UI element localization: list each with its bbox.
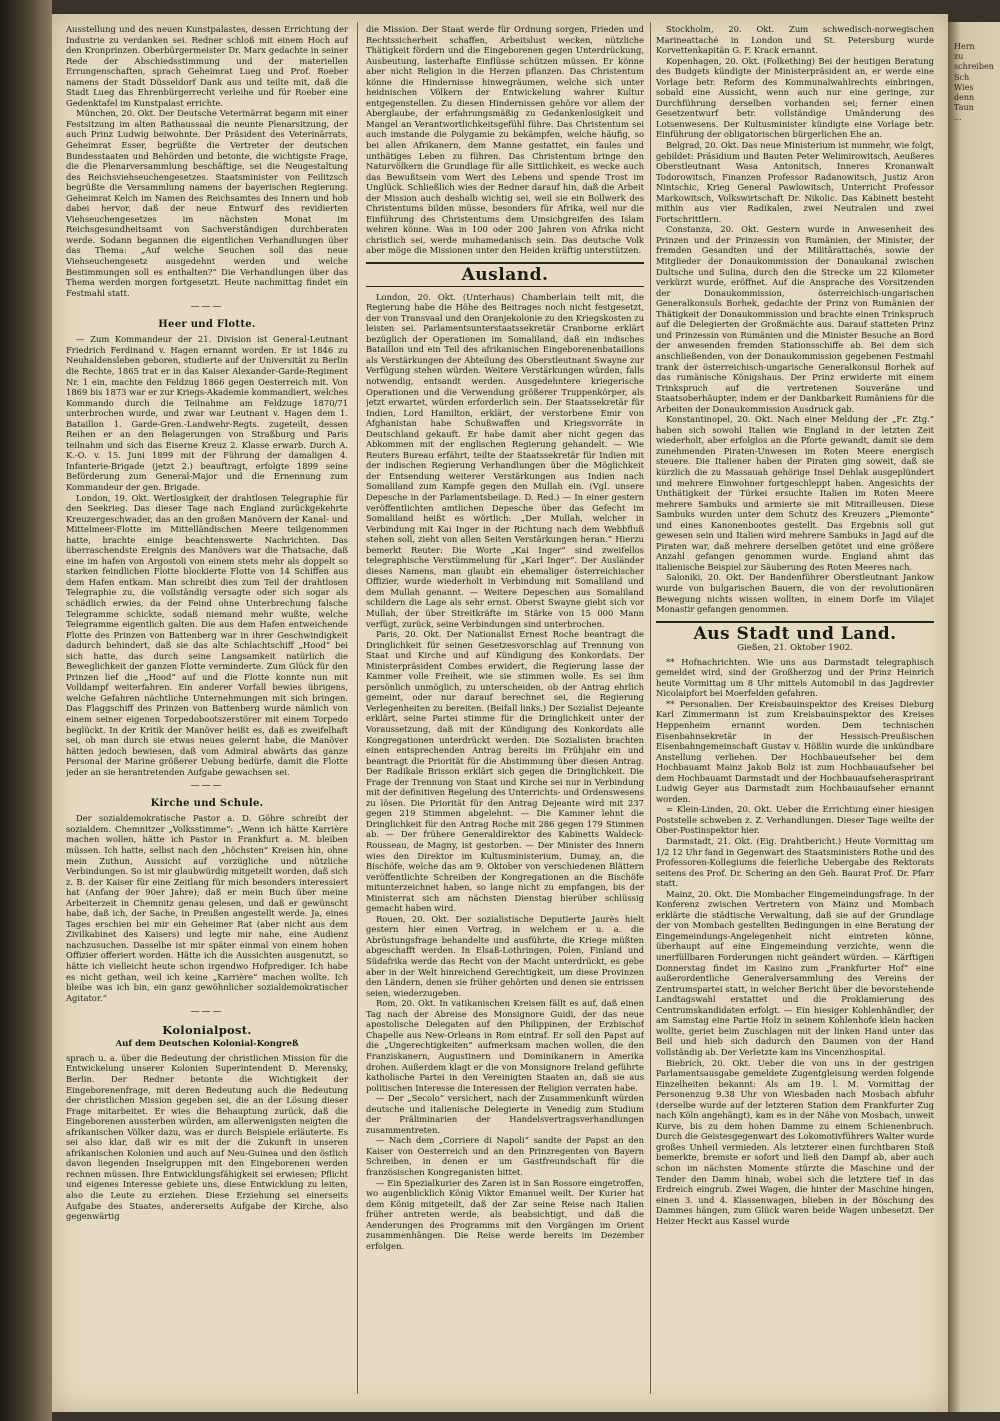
article-constanza: Constanza, 20. Okt. Gestern wurde in Anwesenheit des Prinzen und der Prinzessin von Rumänien, der Minister, der fremden Gesandten und der Militärattachés, sowie der Mitglieder der Donaukommission der Donaukanal zwischen Dultsche und Sulina, durch den die Strecke um 22 Kilometer verkürzt wurde, eröffnet. Auf die Ansprache des Vorsitzenden der Donaukommission, österreichisch-ungarischen Generalkonsuls Borhek, gedachte der Prinz von Rumänien der Thätigkeit der Donaukommission und brachte einen Trinkspruch auf die Delegierten der Großmächte aus. Darauf statteten Prinz und Prinzessin von Rumänien und die Minister Besuche an Bord der anwesenden fremden Stationsschiffe ab. Bei dem sich anschließenden, von der Donaukommission gegebenen Festmahl trank der österreichisch-ungarische Generalkonsul Borhek auf das rumänische Königshaus. Der Prinz erwiderte mit einem Trinkspruch auf die vertretenen Souveräne und Staatsoberhäupter, indem er der Dankbarkeit Rumäniens für die Arbeiten der Donaukommission Ausdruck gab. bbox=[656, 224, 934, 414]
adjacent-page-text: Hern zu schreiben Sch Wies denn Taun ... bbox=[954, 42, 994, 123]
article-corriere-napoli: — Nach dem „Corriere di Napoli“ sandte der Papst an den Kaiser von Oesterreich und an den Prinzregenten von Bayern Schreiben, in denen er um Gastfreundschaft für die französischen Kongreganisten bittet. bbox=[366, 1135, 644, 1177]
article-london-wireless: London, 19. Okt. Wertlosigkeit der drahtlosen Telegraphie für den Seekrieg. Das dieser Tage nach England zurückgekehrte Kreuzergeschwader, das an den großen Manövern der Kanal- und Mittelmeer-Flotte im Mittelländischen Meere teilgenommen hatte, brachte einige beachtenswerte Nachrichten. Das überraschendste Ereignis des Manövers war die Thatsache, daß eine im hafen von Argostoli von einem stets mehr als doppelt so starken feindlichen Flotte blockierte Flotte von 14 Schiffen aus dem Hafen entkam. Man schreibt dies zum Teil der drahtlosen Telegraphie zu, die vollständig versagte oder sich sogar als schädlich erwies, da der Feind ohne Unterbrechung falsche Telegramme schickte, sodaß niemand mehr wußte, welche Telegramme eigentlich galten. Die aus dem Hafen entweichende Flotte des Prinzen von Battenberg war in ihrer Geschwindigkeit dadurch behindert, daß sie das alte Schlachtschiff „Hood“ bei sich hatte, das durch seine Langsamkeit natürlich die Beweglichkeit der ganzen Flotte verminderte. Zum Glück für den Prinzen lief die „Hood“ auf und die Flotte konnte nun mit Volldampf weiterfahren. Ein anderer Vorfall bewies übrigens, welche Gefahren nächtliche Unternehmungen mit sich bringen. Das Flaggschiff des Prinzen von Battenberg wurde nämlich von einem seiner eigenen Torpedobootszerstörer mit einem Torpedo beglückt. In der Kritik der Manöver heißt es, daß es zweifelhaft sei, ob man durch sie etwas neues gelernt habe, die Manöver hätten jedoch bewiesen, daß vom Admiral abwärts das ganze Personal der Marine größerer Uebung bedürfe, damit die Flotte jeder an sie herantretenden Aufgabe gewachsen sei. bbox=[66, 492, 348, 777]
article-constantinople: Konstantinopel, 20. Okt. Nach einer Meldung der „Fr. Ztg.“ haben sich sowohl Italien wie England in der letzten Zeit wiederholt, aber erfolglos an die Pforte gewandt, damit sie dem zunehmenden Piraten-Unwesen im Roten Meere energisch steuere. Die Italiener haben der Piraten ging soweit, daß sie kürzlich die zu Massauah gehörige Insel Dehlak ausgeplündert und mehrere Einwohner fortgeschleppt haben. Angesichts der Unthätigkeit der Türkei ersuchte Italien im Roten Meere mehrere Sambuks und armierte sie mit Mitrailleusen. Diese Sambuks wurden unter dem Schutz des Kreuzers „Piemonte“ und eines Kanonenbootes gestellt. Das Ergebnis soll gut gewesen sein und Italien wird mehrere Sambuks in Jagd auf die Piraten war, daß mehrere derselben getötet und eine größere Anzahl gefangen genommen wurde. England ahmt das italienische Beispiel zur Säuberung des Roten Meeres nach. bbox=[656, 414, 934, 572]
section-rule bbox=[366, 286, 644, 287]
column-right bbox=[656, 24, 934, 1394]
separator-dash: ——— bbox=[190, 302, 224, 313]
section-rule bbox=[366, 262, 644, 264]
article-court-news: ** Hofnachrichten. Wie uns aus Darmstadt telegraphisch gemeldet wird, sind der Großherzog und der Prinz Heinrich heute Vormittag um 8 Uhr mittels Automobil in das Jagdrevier Nicolaipfort bei Moerfelden gefahren. bbox=[656, 656, 934, 699]
separator-dash: ——— bbox=[190, 1007, 224, 1018]
section-heading-church-school: Kirche und Schule. bbox=[150, 797, 264, 809]
article-biebrich: Biebrich, 20. Okt. Ueber die von uns in der gestrigen Parlamentsausgabe gemeldete Zugentgleisung werden folgende Einzelheiten bekannt: Als am 19. l. M. Vormittag der Personenzug 9.38 Uhr von Wiesbaden nach Mosbach abfuhr (derselbe wurde auf der letzteren Station dem Frankfurter Zug nach Köln angehängt), kam es in der Nähe von Mosbach, unweit Kurve, bis zu dem hohen Damme zu einem Schienenbruch. Durch die Geistesgegenwart des Lokomotivführers Walter wurde großes Unheil vermieden. Als letzterer einen furchtbaren Stoß bemerkte, bremste er sofort und ließ den Dampf ab, aber auch schon im nächsten Momente stürzte die Maschine und der Tender den Damm hinab, wobei sich die letztere tief in das Erdreich eingrub. Zwei Wagen, die hinter der Maschine hingen, einen 3. und 4. Klassenwagen, blieben in der Böschung des Dammes hängen, zum Glück waren beide Wagen unbesetzt. Der Heizer Heckt aus Kassel wurde bbox=[656, 1057, 934, 1226]
article-saloniki: Saloniki, 20. Okt. Der Bandenführer Oberstleutnant Jankow wurde von bulgarischen Bauern, die von der revolutionären Bewegung nichts wissen wollten, in einem Dorfe im Vilajet Monastir gefangen genommen. bbox=[656, 572, 934, 615]
column-rule bbox=[357, 22, 358, 1394]
article-pastor-goehre: Der sozialdemokratische Pastor a. D. Göhre schreibt der sozialdem. Chemnitzer „Volksstimme“: „Wenn ich hätte Karrière machen wollen, hätte ich Pastor in Frankfurt a. M. bleiben müssen. Ich hatte, selbst nach den „höchsten“ Kreisen hin, ohne mein Zuthun, Aussicht auf vorzügliche und nützliche Verbindungen. So ist mir glaubwürdig mitgeteilt worden, daß sich z. B. der Kaiser für eine Zeitlang für mich besonders interessiert hat (Anfang der 90er Jahre); daß er mein Buch über meine Arbeiterzeit in Chemnitz genau gelesen, und daß er gewünscht habe, daß ich, der Sache, in Preußen angestellt werde. Ja, eines Tages erschien bei mir ein Geheimer Rat (aber nicht aus dem Zivilkabinet des Kaisers) und legte mir nahe, eine Audienz nachzusuchen. Dasselbe ist mir später einmal von einem hohen Offizier offeriert worden. Hätte ich die Aussichten ausgenutzt, so hätte ich vielleicht heute schon irgendwo Hofprediger. Ich habe es nicht gethan, weil ich keine „Karrière“ machen wollte. Ich bleibe was ich bin, ein ganz gewöhnlicher sozialdemokratischer Agitator.“ bbox=[66, 813, 348, 1003]
separator-dash: ——— bbox=[190, 781, 224, 792]
article-personnel: ** Personalien. Der Kreisbauinspektor des Kreises Dieburg Karl Zimmermann ist zum Kreisbauinspektor des Kreises Heppenheim ernannt worden. Dem technischen Eisenbahnsekretär in der Hessisch-Preußischen Eisenbahngemeinschaft Gustav v. Hößlin wurde die unkündbare Anstellung verliehen. Der Hochbaueufseher bei dem Hochbauamt Mainz Jakob Bolz ist zum Hochbauaufseher bei dem Hochbauamt Darmstadt und der Hochbauaufseherasprirant Ludwig Geyer aus Darmstadt zum Hochbauaufseher ernannt worden. bbox=[656, 698, 934, 804]
article-stockholm: Stockholm, 20. Okt. Zum schwedisch-norwegischen Marineattaché in London und St. Petersburg wurde Korvettenkapitän G. F. Krack ernannt. bbox=[656, 24, 934, 56]
article-rouen-jaures: Rouen, 20. Okt. Der sozialistische Deputierte Jaurès hielt gestern hier einen Vortrag, in welchem er u. a. die Abrüstungsfrage behandelte und ausführte, die Kriege müßten abgeschafft werden. In Elsaß-Lothringen, Polen, Finland und Südafrika werde das Recht von der Macht unterdrückt, es gebe aber in der Welt hinreichend Gerechtigkeit, um diese Provinzen den Ländern, denen sie früher gehörten und denen sie entrissen seien, wiederzugeben. bbox=[366, 913, 644, 998]
article-intro-exhibition: Ausstellung und des neuen Kunstpalastes, dessen Errichtung der Industrie zu verdanken sei. Redner schloß mit einem Hoch auf den Kronprinzen. Oberbürgermeister Dr. Marx gedachte in seiner Rede der Abschiedsstimmung und der materiellen Errungenschaften, sprach Geheimrat Lueg und Prof. Roeber namens der Stadt Düsseldorf Dank aus und teilte mit, daß die Stadt Lueg das Ehrenbürgerrecht verleihe und für Roeber eine Gedenktafel im Kunstpalast errichte. bbox=[66, 24, 348, 108]
column-rule bbox=[650, 22, 651, 1394]
article-secolo: — Der „Secolo“ versichert, nach der Zusammenkunft würden deutsche und italienische Delegierte in Venedig zum Studium der Präliminarien der Handelsvertragsverhandlungen zusammentreten. bbox=[366, 1093, 644, 1135]
section-heading-city-country: Aus Stadt und Land. bbox=[693, 623, 897, 644]
article-mission-continued: die Mission. Der Staat werde für Ordnung sorgen, Frieden und Rechtssicherheit schaffen, Arbeitslust wecken, nützliche Thätigkeit fördern und die Eingeborenen gegen Unterdrückung, Ausbeutung, lasterhafte Einflüsse schützen müssen. Er könne aber nicht Religion in die Herzen pflanzen. Das Christentum könne die Hindernisse hinwegräumen, welche sich unter heidnischen Völkern der Entwickelung wahrer Kultur entgegenstellen. Zu diesen Hindernissen gehöre vor allem der Aberglaube, der erfahrungsmäßig zu Gedankenlosigkeit und Mangel an Verantwortlichkeitsgefühl führe. Das Christentum sei auch imstande die Polygamie zu bekämpfen, welche häufig, so bei allen Afrikanern, dem Manne gestattet, ein faules und unthätiges Leben zu führen. Das Christentum bringe den Naturvölkern die Grundlage für alle Sittlichkeit, es wecke auch das Bewußtsein vom Wert des Lebens und spende Trost im Unglück. Schließlich wies der Redner darauf hin, daß die Arbeit der Mission auch deshalb wichtig sei, weil sie ein Bollwerk des Christentums bilden müsse, besonders für Afrika, weil nur die Einführung des Christentums dem Umsichgreifen des Islam wehren könne. Was in 100 oder 200 Jahren von Afrika nicht christlich sei, werde muhamedanisch sein. Das deutsche Volk aber möge die Missionen unter den Heiden kräftig unterstützen. bbox=[366, 24, 644, 256]
article-klein-linden: = Klein-Linden, 20. Okt. Ueber die Errichtung einer hiesigen Poststelle schweben z. Z. Verhandlungen. Dieser Tage weilte der Ober-Postinspektor hier. bbox=[656, 804, 934, 836]
article-rome-vatican: Rom, 20. Okt. In vatikanischen Kreisen fällt es auf, daß einen Tag nach der Abreise des Monsignore Guidi, der das neue apostolische Delegaten auf den Philippinen, der Erzbischof Chapelle aus New-Orleans in Rom eintraf. Er soll den Papst auf die „Ungerechtigkeiten“ aufmerksam machen wollen, die den Franziskanern, Augustinern und Dominikanern in Amerika drohen. Außerdem klagt er die von Monsignore Ireland geführte katholische Partei in den Vereinigten Staaten an, daß sie aus politischen Interesse die Interessen der Religion verraten habe. bbox=[366, 998, 644, 1093]
newspaper-page bbox=[52, 14, 948, 1412]
column-left bbox=[66, 24, 348, 1394]
section-rule bbox=[656, 621, 934, 623]
adjacent-page-edge bbox=[948, 22, 1000, 1412]
article-mainz: Mainz, 20. Okt. Die Mombacher Eingemeindungsfrage. In der Konferenz zwischen Vertretern von Mainz und Mombach erklärte die städtische Verwaltung, daß sie auf der Grundlage der von Mombach gestellten Bedingungen in eine Beratung der Eingemeindungs-Angelegenheit nicht eintreten könne, überhaupt auf eine Eingemeindung verzichte, wenn die unerfüllbaren Forderungen nicht geändert würden. — Kärftigen Donnerstag findet im Kasino zum „Frankfurter Hof“ eine außerordentliche Generalversammlung des Vereins der Zentrumspartei statt, in welcher Bericht über die bevorstehende Landtagswahl erstattet und die Proklamierung des Centrumskandidaten erfolgt. — Ein hiesiger Kohlenhändler, der am Samstag eine Partie Holz in seinem Kohlenhofe klein hacken wollte, geriet beim Zuschlagen mit der linken Hand unter das Beil und hieb sich dadurch den Daumen von der Hand vollständig ab. Der Verletzte kam ins Vincenzhospital. bbox=[656, 888, 934, 1057]
section-heading-army-navy: Heer und Flotte. bbox=[158, 318, 256, 330]
dateline: Gießen, 21. Oktober 1902. bbox=[737, 643, 853, 654]
article-paris-chamber: Paris, 20. Okt. Der Nationalist Ernest Roche beantragt die Dringlichkeit für seinen Gesetzesvorschlag auf Trennung von Staat und Kirche und auf Kündigung des Konkordats. Der Ministerpräsident Combes erwidert, die Regierung lasse der Kammer volle Freiheit, wie sie stimmen wolle. Es sei ihm persönlich unmöglich, zu unterscheiden, ob der Antrag ehrlich gemeint, oder nur darauf berechnet sei, die Regierung Verlegenheiten zu bereiten. (Beifall links.) Der Sozialist Dejeante erklärt, seine Partei stimme für die Dringlichkeit unter der Voraussetzung, daß mit der Kündigung des Konkordats alle Kongregationen unterdrückt werden. Die Sozialisten brachten einen entsprechenden Antrag bereits im Frühjahr ein und beantragt die Priorität für die Abstimmung über diesen Antrag. Der Radikale Brisson erklärt sich gegen die Dringlichkeit. Die Frage der Trennung von Staat und Kirche sei nur in Verbindung mit der definitiven Regelung des Unterrichts- und Ordenswesens zu lösen. Die Priorität für den Antrag Dejeante wird mit 237 gegen 219 Stimmen abgelehnt. — Die Kammer lehnt die Dringlichkeit für den Antrag Roche mit 286 gegen 179 Stimmen ab. — Der frühere Generaldirektor des Kabinetts Waldeck-Rousseau, de Magny, ist gestorben. — Der Minister des Innern wies den Direktor im Kultusministerium, Dumay, an, die Bischöfe, welche das am 9. Oktober von verschiedenen Blättern veröffentlichte Schreiben der Kongregationen an die Bischöfe mitunterzeichnet haben, so lange nicht zu empfangen, bis der Ministerrat sich am nächsten Dienstag hierüber schlüssig gemacht haben wird. bbox=[366, 629, 644, 914]
section-heading-colonial-post: Kolonialpost. bbox=[162, 1022, 252, 1037]
subheading-colonial-congress: Auf dem Deutschen Kolonial-Kongreß bbox=[115, 1039, 299, 1050]
article-copenhagen: Kopenhagen, 20. Okt. (Folkething) Bei der heutigen Beratung des Budgets kündigte der Ministerpräsident an, er werde eine Vorlage betr. Reform des Kommunalwahlrechts einbringen, sobald eine Aussicht, wenn auch nur eine geringe, zur Durchführung derselben vorhanden sei; ferner einen Gesetzentwurf betr. vollständige Umänderung des Lotsenwesens. Der Kultusminister kündigte eine Vorlage betr. Einführung der obligatorischen bürgerlichen Ehe an. bbox=[656, 55, 934, 140]
article-general-hagen: — Zum Kommandeur der 21. Division ist General-Leutnant Friedrich Ferdinand v. Hagen ernannt worden. Er ist 1846 zu Neuhaldensleben geboren, studierte auf der Universität zu Berlin die Rechte, 1865 trat er in das Kaiser Alexander-Garde-Regiment Nr. 1 ein, machte den Feldzug 1866 gegen Oesterreich mit. Von 1869 bis 1873 war er zur Kriegs-Akademie kommandiert, welches Kommando durch die Teilnahme am Feldzuge 1870/71 unterbrochen wurde, und zwar war Leutnant v. Hagen dem 1. Bataillon 1. Garde-Gren.-Landwehr-Regts. zugeteilt, dessen Reihen er an den Belagerungen von Straßburg und Paris teilnahm und sich das Eiserne Kreuz 2. Klasse erwarb. Durch A. K.-O. v. 15. Juni 1899 mit der Führung der damaligen 4. Infanterie-Brigade (jetzt 2.) beauftragt, erfolgte 1899 seine Beförderung zum General-Major und die Ernennung zum Kommandeur der gen. Brigade. bbox=[66, 334, 348, 492]
article-tsar-courier: — Ein Spezialkurier des Zaren ist in San Rossore eingetroffen, wo augenblicklich König Viktor Emanuel weilt. Der Kurier hat dem König mitgeteilt, daß der Zar seine Reise nach Italien früher antreten werde, als beabsichtigt, und daß die Aenderungen des Programms mit den Vorgängen im Orient zusammenhängen. Die Reise werde bereits im Dezember erfolgen. bbox=[366, 1177, 644, 1251]
section-heading-foreign: Ausland. bbox=[461, 265, 549, 286]
article-colonial-mission: sprach u. a. über die Bedeutung der christlichen Mission für die Entwickelung unserer Kolonien Superintendent D. Merensky, Berlin. Der Redner betonte die Wichtigkeit der Eingeborenenfrage, mit deren Bedeutung auch die Bedeutung der christlichen Mission gegeben sei, die an der Lösung dieser Frage mitarbeitet. Er wies die Behauptung zurück, daß die Eingeborenen aussterben würden, am allerwenigsten neigten die afrikanischen Völker dazu, was er durch Beispiele erläuterte. Es sei also klar, daß wir es mit der die Zukunft in unseren afrikanischen Kolonien und auch auf Neu-Guinea und den östlich davon liegenden Inselgruppen mit den Eingeborenen werden rechnen müssen. Ihre Entwicklungsfähigkeit sei erwiesen; Pflicht und eigenes Interesse gebiete uns, diese Entwicklung zu leiten, also die Leute zu erziehen. Diese Erziehung sei einerseits Aufgabe des Staates, andererseits Aufgabe der Kirche, also gegenwärtig bbox=[66, 1052, 348, 1222]
article-darmstadt: Darmstadt, 21. Okt. (Eig. Drahtbericht.) Heute Vormittag um 1/2 12 Uhr fand in Gegenwart des Staatsministers Rothe und des Professoren-Kollegiums die feierliche Uebergabe des Rektorats seitens des Prof. Dr. Schering an den Geh. Baurat Prof. Dr. Pfarr statt. bbox=[656, 836, 934, 889]
column-middle bbox=[366, 24, 644, 1384]
article-belgrade: Belgrad, 20. Okt. Das neue Ministerium ist nunmehr, wie folgt, gebildet: Präsidium und Bauten Peter Welimirowitsch, Aeußeres Oberstleutnant Wasa Antonitsch, Inneres Kronanwalt Todorowitsch, Finanzen Professor Radanowitsch, Justiz Aron Nintschic, Krieg General Pawlowitsch, Unterricht Professor Markowitsch, Volkswirtschaft Dr. Nikolic. Das Kabinett besteht mithin aus vier Radikalen, zwei Neutralen und zwei Fortschrittlern. bbox=[656, 140, 934, 224]
article-munich-veterinary: München, 20. Okt. Der Deutsche Veterinärrat begann mit einer Festsitzung im alten Rathaussaal die neunte Plenarsitzung, der auch Prinz Ludwig beiwohnte. Der Präsident des Veterinärrats, Geheimrat Esser, begrüßte die Vertreter der deutschen Bundesstaaten und Behörden und betonte, die wichtigste Frage, die die Plenarversammlung beschäftige, sei die Neugestaltung des Reichsviehseuchengesetzes. Staatsminister von Feilitzsch begrüßte die Versammlung namens der bayerischen Regierung. Geheimrat Kelch im Namen des Reichsamtes des Innern und hob dabei hervor, daß der neue Entwurf des revidierten Viehseuchengesetzes im nächsten Monat im Reichsgesundheitsamt von Sachverständigen durchberaten werde. Sodann begannen die eigentlichen Verhandlungen über das Thema: „Auf welche Seuchen soll das neue Viehseuchengesetz ausgedehnt werden und welche Bestimmungen soll es enthalten?“ Die Verhandlungen über das Thema werden morgen fortgesetzt. Heute nachmittag findet ein Festmahl statt. bbox=[66, 108, 348, 298]
binding-gutter bbox=[0, 0, 52, 1421]
article-london-commons: London, 20. Okt. (Unterhaus) Chamberlain teilt mit, die Regierung habe die Höhe des Beitrages noch nicht festgesetzt, der von Transvaal und den Oranjekolonie zu den Kriegskosten zu leisten sei. Parlamentsunterstaatssekretär Cranborne erklärt bezüglich der Operationen im Somaliland, daß ein indisches Bataillon und ein Teil des afrikanischen Eingeborenenbataillons als Verstärkungen der Abteilung des Oberstleutnant Swayne zur Verfügung stehen würden. Weitere Verstärkungen würden, falls notwendig, entsandt werden. Ausgedehntere kriegerische Operationen und die Verwendung größerer Truppenkörper, als jetzt erwartet, würden erforderlich sein. Der Staatssekretär für Indien, Lord Hamilton, erklärt, der verstorbene Emir von Afghanistan habe Schußwaffen und Kriegsvorräte in Deutschland gekauft. Er habe damit aber nicht gegen das Abkommen mit der englischen Regierung gehandelt. — Wie Reuters Bureau erfährt, teilte der Staatssekretär für Indien mit der indischen Regierung Verhandlungen über die Möglichkeit der Entsendung weiterer Verstärkungen aus Indien nach Somaliland zum Kampfe gegen den Mullah ein. (Vgl. unsere Depesche in der Parlamentsbeilage. D. Red.) — In einer gestern veröffentlichten amtlichen Depesche über das Gefecht im Somaliland heißt es wörtlich: „Der Mullah, welcher in Verbindung mit Kai Inger in der Richtung nach dem Webbfluß stehen soll, zieht von allen Seiten Verstärkungen heran.“ Hierzu bemerkt Reuter: Die Worte „Kai Inger“ sind zweifellos telegraphische Verstümmelung für „Karl Inger“. Der Ausländer dieses Namens, man glaubt ein ehemaliger österreichischer Offizier, wurde wiederholt in Verbindung mit Somaliland und dem Mullah genannt. — Weitere Depeschen aus Somaliland schildern die Lage als sehr ernst. Oberst Swayne giebt sich vor Mullah, der über Streitkräfte im Stärke von 15 000 Mann verfügt, zurück, seine Verbindungen sind unterbrochen. bbox=[366, 291, 644, 629]
